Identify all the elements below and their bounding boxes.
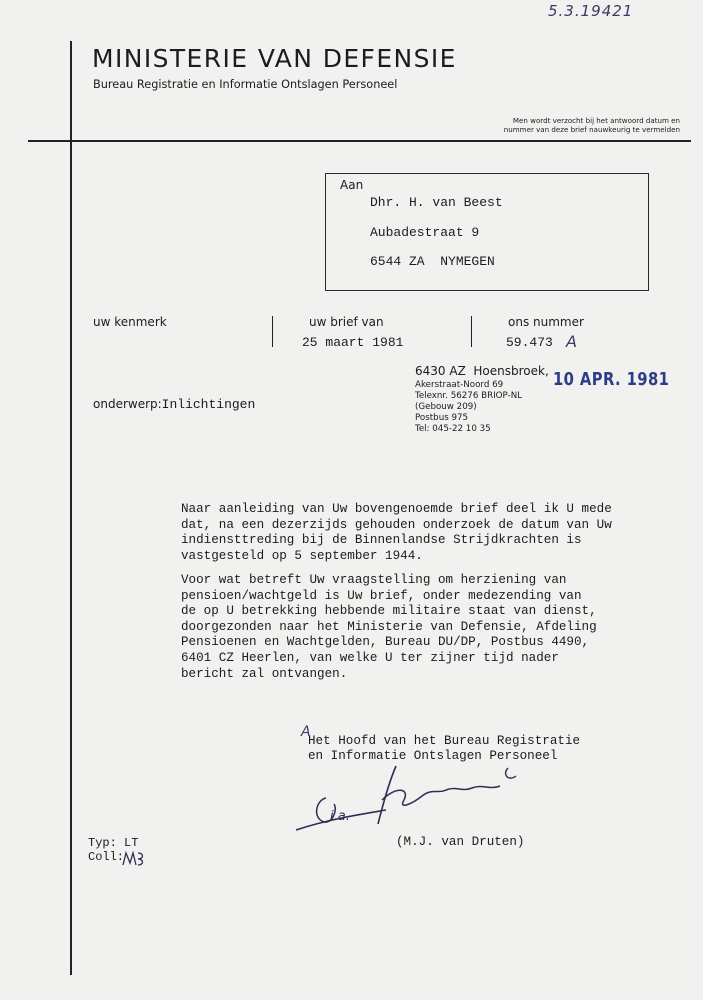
ons-nummer-value: 59.473 (506, 335, 553, 350)
collation-code: Coll: (88, 850, 125, 864)
header-rule (28, 140, 691, 142)
reply-note (480, 116, 680, 134)
body-p2-line-6: 6401 CZ Heerlen, van welke U ter zijner tijd nader (181, 650, 559, 665)
org-title: MINISTERIE VAN DEFENSIE (92, 44, 457, 73)
body-p2-line-4: doorgezonden naar het Ministerie van Defensie, Afdeling (181, 619, 597, 634)
signatory-name: (M.J. van Druten) (396, 835, 525, 849)
sender-line-telex: Telexnr. 56276 BRIOP-NL (415, 391, 523, 401)
subject-label: onderwerp: (93, 397, 162, 411)
subject (93, 395, 255, 413)
uw-kenmerk-label: uw kenmerk (93, 315, 167, 329)
body-paragraph-1 (181, 502, 621, 564)
recipient-label: Aan (340, 178, 364, 192)
uw-brief-van-value: 25 maart 1981 (302, 335, 404, 350)
subject-value: Inlichtingen (161, 397, 256, 412)
sender-line-building: (Gebouw 209) (415, 402, 477, 412)
body-p2-line-2: pensioen/wachtgeld is Uw brief, onder medezending van (181, 588, 582, 603)
ons-nummer-suffix: A (566, 332, 577, 351)
sender-place: 6430 AZ Hoensbroek, (415, 364, 549, 378)
body-p2-line-5: Pensioenen en Wachtgelden, Bureau DU/DP, Postbus 4490, (181, 635, 590, 650)
ons-nummer-label: ons nummer (508, 315, 584, 329)
body-p2-line-7: bericht zal ontvangen. (181, 666, 348, 681)
body-p2-line-1: Voor wat betreft Uw vraagstelling om herziening van (181, 573, 567, 587)
collation-initials (120, 847, 146, 869)
bureau-name: Bureau Registratie en Informatie Ontslagen Personeel (93, 78, 398, 91)
closing-line-1: Het Hoofd van het Bureau Registratie (308, 734, 581, 748)
handwritten-signature (286, 760, 546, 840)
body-p1-line-3: indiensttreding bij de Binnenlandse Strijdkrachten is (181, 533, 582, 548)
reply-note-line-1: Men wordt verzocht bij het antwoord datum en (512, 116, 680, 125)
reply-note-line-2: nummer van deze brief nauwkeurig te vermelden (503, 125, 680, 134)
signature-prefix: i.a. (330, 809, 350, 824)
sender-address-lines (415, 380, 522, 435)
date-stamp: 10 APR. 1981 (553, 369, 670, 390)
sender-line-tel: Tel: 045-22 10 35 (415, 424, 491, 434)
recipient-name: Dhr. H. van Beest (370, 195, 503, 210)
closing-prefix-mark: A (301, 724, 311, 740)
body-p2-line-3: de op U betrekking hebbende militaire staat van dienst, (181, 604, 597, 619)
ref-divider-2 (471, 316, 472, 347)
uw-brief-van-label: uw brief van (309, 315, 384, 329)
sender-line-street: Akerstraat-Noord 69 (415, 380, 504, 390)
recipient-city: 6544 ZA NYMEGEN (370, 254, 495, 269)
body-p1-line-2: dat, na een dezerzijds gehouden onderzoek de datum van Uw (181, 517, 612, 532)
left-margin-rule (70, 41, 72, 975)
body-paragraph-2 (181, 573, 621, 682)
body-p1-line-1: Naar aanleiding van Uw bovengenoemde brief deel ik U mede (181, 502, 612, 516)
typist-code: Typ: LT (88, 836, 139, 850)
sender-line-postbus: Postbus 975 (415, 413, 469, 423)
ref-divider-1 (272, 316, 273, 347)
body-p1-line-4: vastgesteld op 5 september 1944. (181, 548, 423, 563)
closing-line-2: en Informatie Ontslagen Personeel (308, 749, 558, 763)
recipient-street: Aubadestraat 9 (370, 225, 480, 240)
archive-number: 5.3.19421 (548, 2, 634, 20)
